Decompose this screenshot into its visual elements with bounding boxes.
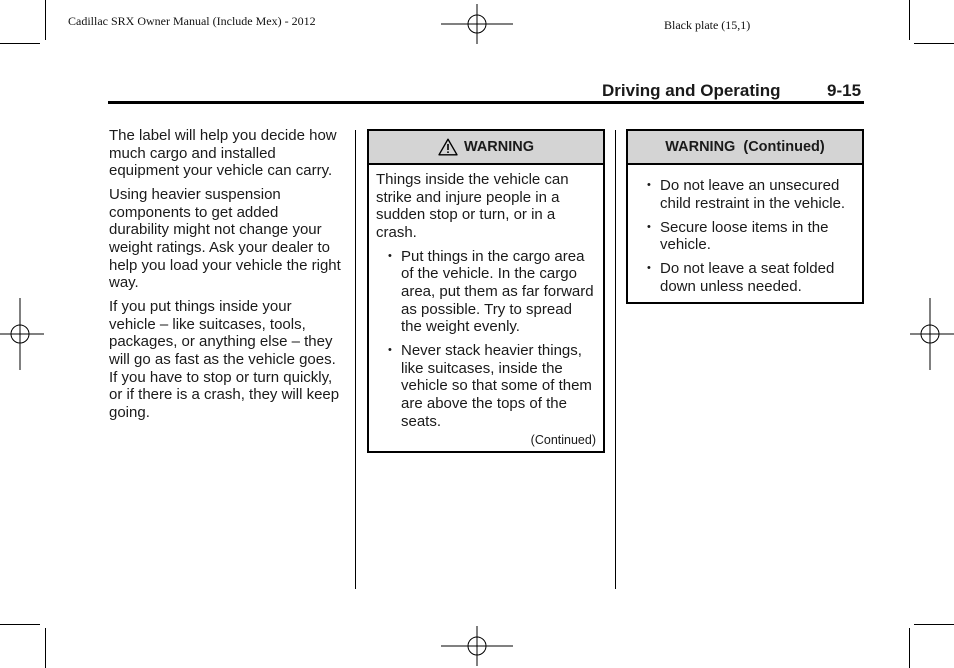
bullet-icon: • — [647, 220, 651, 233]
list-item — [376, 342, 596, 430]
bullet-icon: • — [388, 249, 392, 262]
registration-mark-icon — [441, 4, 513, 44]
warning-body — [628, 165, 862, 302]
warning-list — [635, 177, 855, 295]
list-item-text: Put things in the cargo area of the vehicle. In the cargo area, put them as far forward as possible. Try to spread the weight evenly. — [401, 247, 594, 336]
manual-title: Cadillac SRX Owner Manual (Include Mex) - 2012 — [68, 14, 316, 28]
warning-body — [369, 165, 603, 451]
list-item-text: Do not leave an unsecured child restraint in the vehicle. — [660, 177, 846, 212]
bullet-icon: • — [388, 344, 392, 357]
body-column — [109, 127, 341, 428]
warning-box-continued — [626, 129, 864, 304]
warning-list — [376, 248, 596, 430]
page-number: 9-15 — [827, 81, 862, 100]
warning-triangle-icon — [438, 138, 458, 156]
crop-mark — [909, 0, 910, 40]
warning-header — [628, 131, 862, 165]
crop-mark — [0, 43, 40, 44]
list-item — [376, 248, 596, 336]
paragraph: The label will help you decide how much cargo and installed equipment your vehicle can carry. — [109, 127, 337, 180]
list-item-text: Never stack heavier things, like suitcases, inside the vehicle so that some of them are above the tops of the seats. — [401, 342, 592, 430]
list-item-text: Do not leave a seat folded down unless needed. — [660, 260, 835, 295]
warning-header — [369, 131, 603, 165]
warning-title: WARNING — [463, 139, 535, 155]
warning-intro: Things inside the vehicle can strike and injure people in a sudden stop or turn, or in a crash. — [376, 171, 569, 241]
header-rule — [108, 101, 864, 104]
crop-mark — [909, 628, 910, 668]
crop-mark — [914, 43, 954, 44]
continued-label: (Continued) — [530, 433, 596, 448]
registration-mark-icon — [441, 626, 513, 666]
registration-mark-icon — [910, 298, 954, 370]
list-item — [635, 260, 855, 295]
paragraph: If you put things inside your vehicle – like suitcases, tools, packages, or anything else – they will go as fast as the vehicle goes. If you have to stop or turn quickly, or if there is a crash, they will keep going. — [109, 298, 340, 421]
column-divider — [355, 130, 356, 589]
plate-label: Black plate (15,1) — [664, 18, 751, 32]
crop-mark — [0, 624, 40, 625]
warning-title: WARNING (Continued) — [665, 139, 825, 155]
list-item-text: Secure loose items in the vehicle. — [660, 218, 829, 254]
warning-box — [367, 129, 605, 453]
section-title: Driving and Operating — [602, 81, 781, 100]
crop-mark — [45, 0, 46, 40]
crop-mark — [914, 624, 954, 625]
paragraph: Using heavier suspension components to get added durability might not change your weight ratings. Ask your dealer to help you load your vehicle the right way. — [109, 186, 341, 292]
list-item — [635, 177, 855, 212]
crop-mark — [45, 628, 46, 668]
bullet-icon: • — [647, 179, 651, 191]
bullet-icon: • — [647, 262, 651, 275]
registration-mark-icon — [0, 298, 44, 370]
list-item — [635, 219, 855, 254]
column-divider — [615, 130, 616, 589]
